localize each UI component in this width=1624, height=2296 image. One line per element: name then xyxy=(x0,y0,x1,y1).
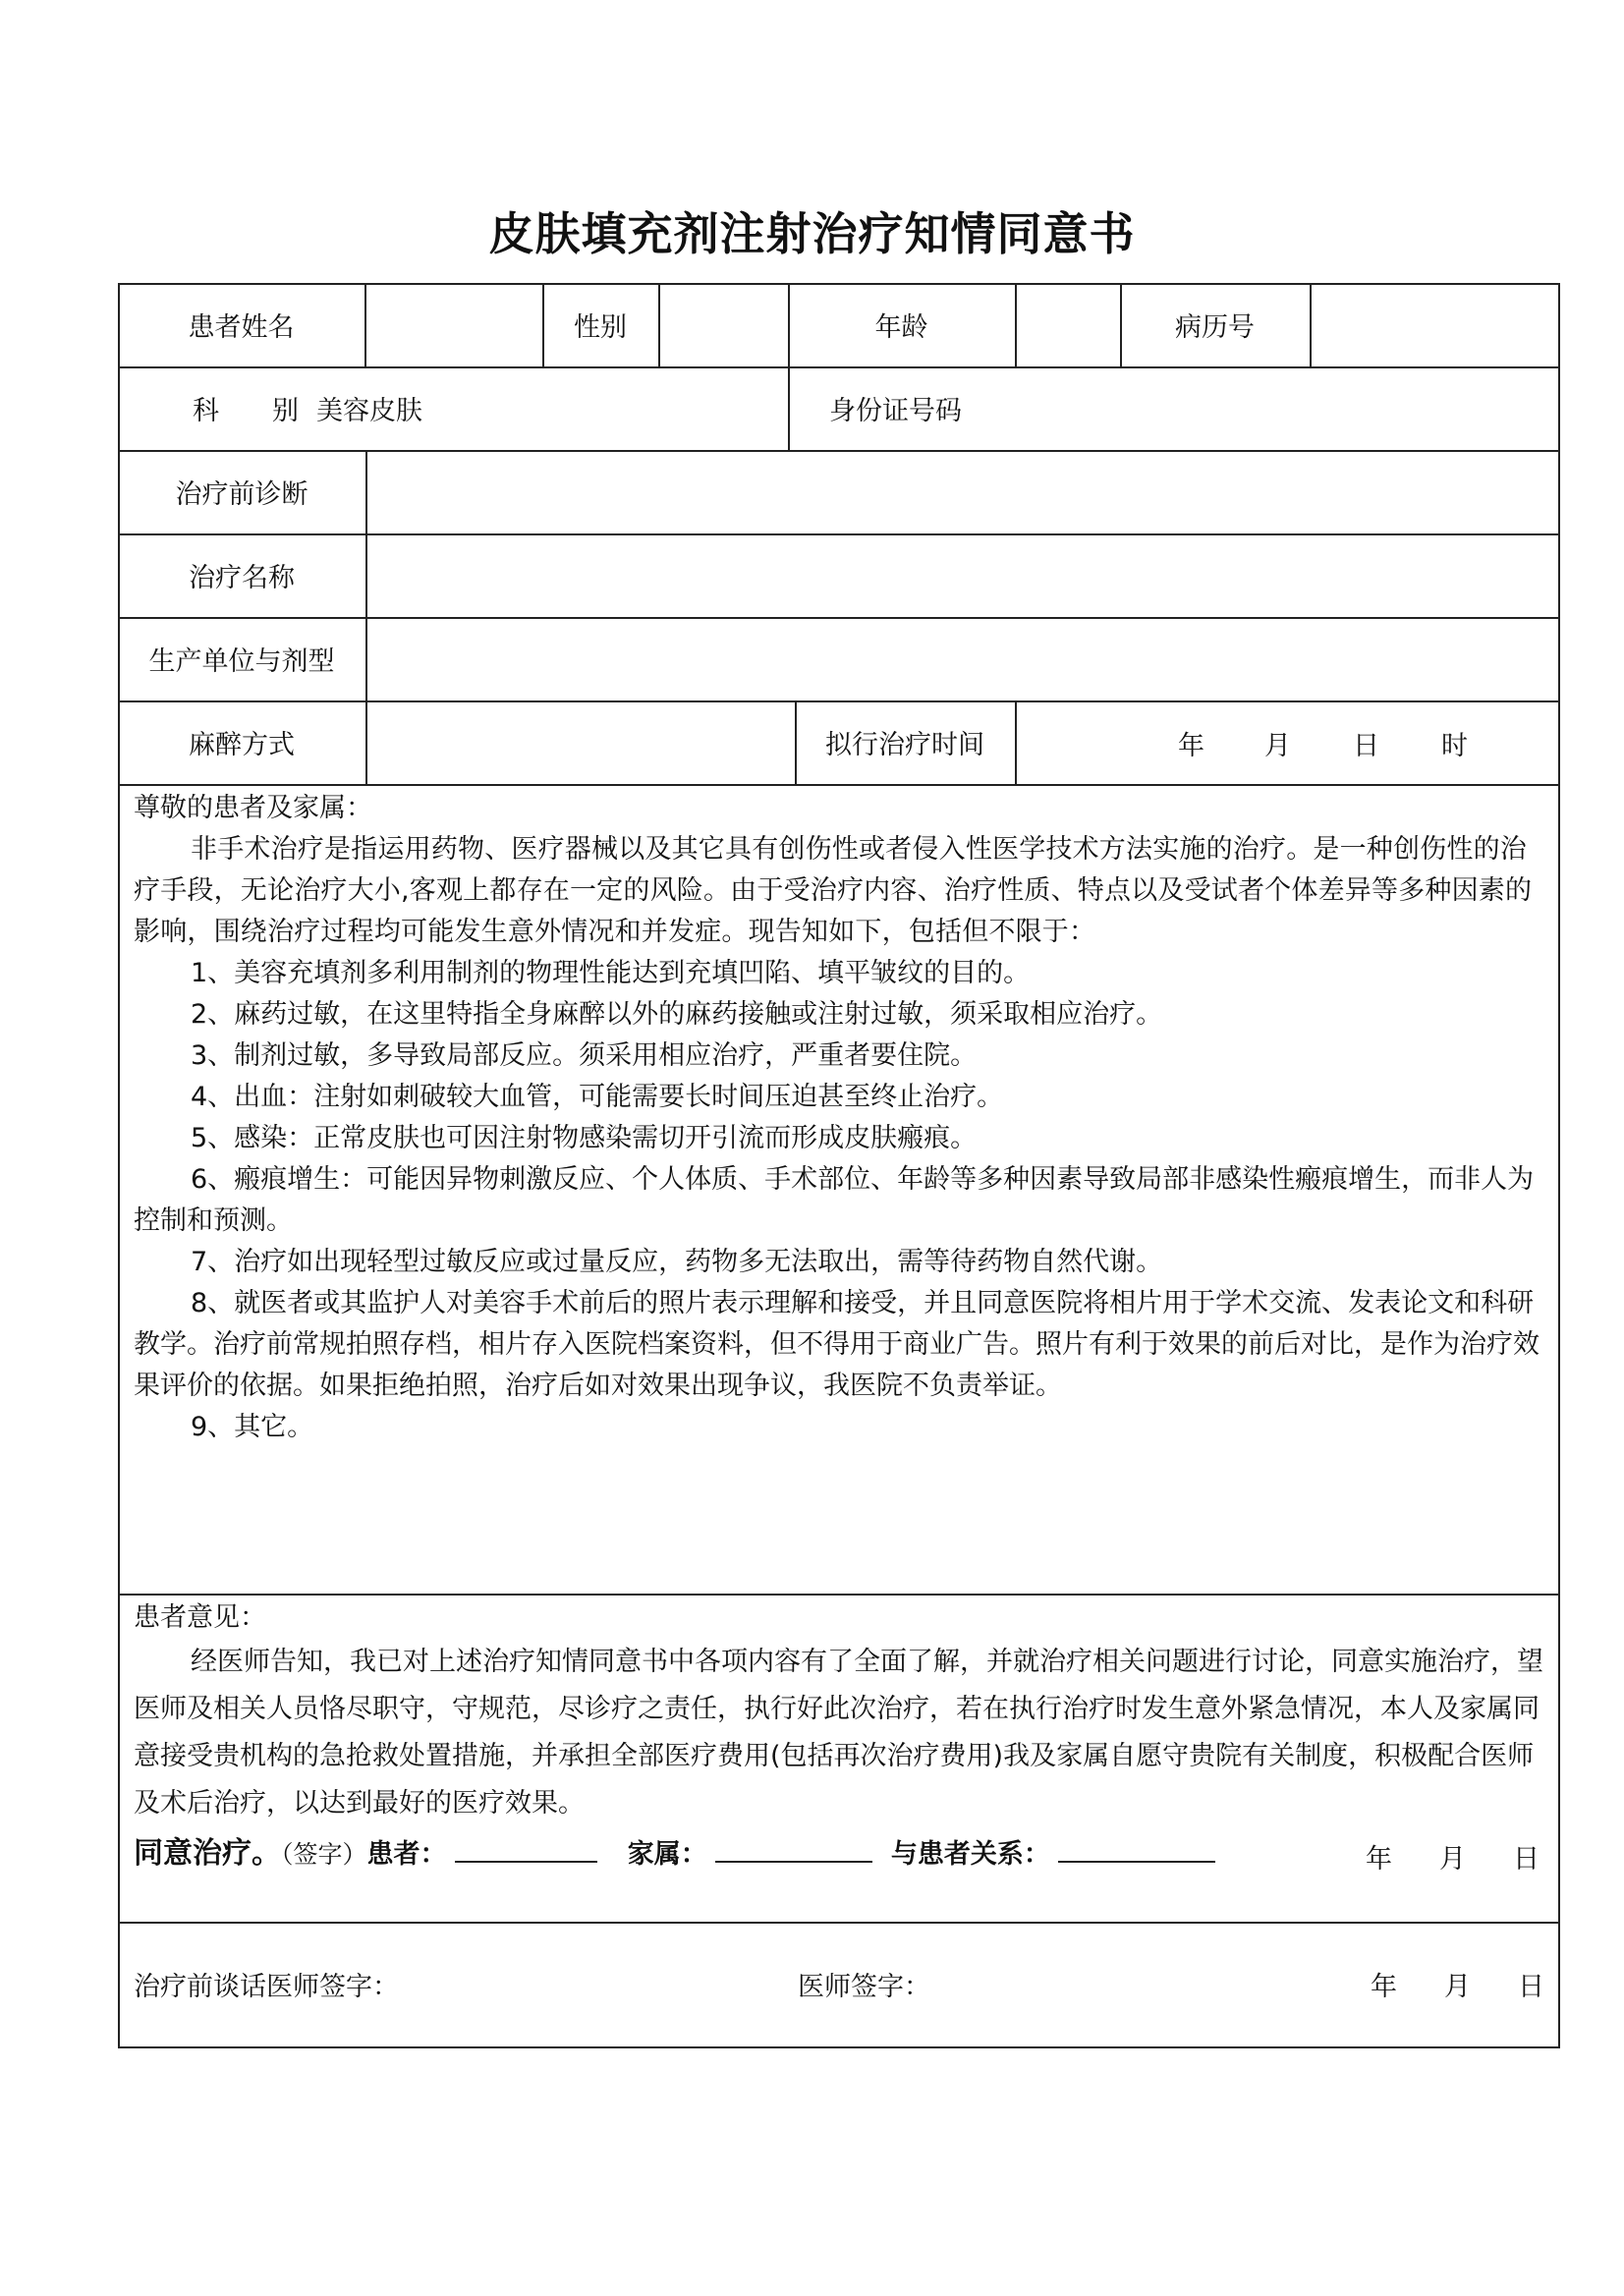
manufacturer-field[interactable] xyxy=(367,619,1558,700)
age-label: 年龄 xyxy=(874,312,928,343)
record-number-field[interactable] xyxy=(1312,285,1558,365)
notice-item: 4、出血：注射如刺破较大血管，可能需要长时间压迫甚至终止治疗。 xyxy=(191,1082,1004,1112)
gender-field[interactable] xyxy=(660,285,788,365)
notice-item: 2、麻药过敏，在这里特指全身麻醉以外的麻药接触或注射过敏，须采取相应治疗。 xyxy=(191,999,1163,1030)
id-number-cell xyxy=(788,366,1560,450)
treatment-name-label: 治疗名称 xyxy=(189,563,295,593)
department-label: 科 别 xyxy=(193,396,299,426)
agree-treatment-label: 同意治疗。 xyxy=(134,1836,281,1871)
patient-date-month[interactable]: 月 xyxy=(1439,1844,1466,1875)
department-value[interactable]: 美容皮肤 xyxy=(316,396,422,426)
patient-name-field[interactable] xyxy=(366,285,542,365)
pre-talk-doctor-signature-label: 治疗前谈话医师签字： xyxy=(134,1972,399,2002)
patient-signature-field[interactable] xyxy=(455,1833,597,1863)
notice-item: 7、治疗如出现轻型过敏反应或过量反应，药物多无法取出，需等待药物自然代谢。 xyxy=(191,1247,1163,1277)
document-title: 皮肤填充剂注射治疗知情同意书 xyxy=(488,207,1136,260)
planned-time-label: 拟行治疗时间 xyxy=(825,730,984,760)
doctor-signature-label: 医师签字： xyxy=(798,1972,930,2002)
month-unit: 月 xyxy=(1264,730,1291,761)
section-divider xyxy=(118,1594,1560,1596)
notice-item: 1、美容充填剂多利用制剂的物理性能达到充填凹陷、填平皱纹的目的。 xyxy=(191,958,1031,988)
anesthesia-field[interactable] xyxy=(367,702,795,783)
patient-sign-label: 患者： xyxy=(366,1839,447,1870)
age-field[interactable] xyxy=(1017,285,1120,365)
hour-unit: 时 xyxy=(1441,730,1468,761)
day-unit: 日 xyxy=(1353,730,1379,761)
department-cell xyxy=(118,366,788,450)
section-divider xyxy=(118,1922,1560,1924)
sign-hint: （签字） xyxy=(281,1840,367,1869)
family-signature-field[interactable] xyxy=(715,1833,872,1863)
row-divider xyxy=(118,784,1560,786)
id-number-label: 身份证号码 xyxy=(829,396,962,426)
notice-item: 6、瘢痕增生：可能因异物刺激反应、个人体质、手术部位、年龄等多种因素导致局部非感染性瘢痕增生，而非人为控制和预测。 xyxy=(134,1164,1535,1236)
doctor-date-month[interactable]: 月 xyxy=(1444,1972,1471,2002)
pre-diagnosis-label: 治疗前诊断 xyxy=(175,479,308,510)
patient-date-year[interactable]: 年 xyxy=(1366,1844,1392,1875)
patient-name-label: 患者姓名 xyxy=(188,312,295,343)
patient-date-day[interactable]: 日 xyxy=(1513,1844,1540,1875)
family-sign-label: 家属： xyxy=(627,1839,707,1870)
notice-item: 9、其它。 xyxy=(191,1412,314,1442)
relation-label: 与患者关系： xyxy=(890,1839,1050,1870)
year-unit: 年 xyxy=(1178,730,1204,761)
doctor-date-year[interactable]: 年 xyxy=(1371,1972,1397,2002)
manufacturer-label: 生产单位与剂型 xyxy=(148,646,335,677)
notice-intro: 非手术治疗是指运用药物、医疗器械以及其它具有创伤性或者侵入性医学技术方法实施的治疗。是一种创伤性的治疗手段，无论治疗大小,客观上都存在一定的风险。由于受治疗内容、治疗性质、特点以及受试者个体差异等多种因素的影响，围绕治疗过程均可能发生意外情况和并发症。现告知如下，包括但不限于： xyxy=(134,834,1533,947)
planned-time-field[interactable] xyxy=(1017,702,1558,783)
notice-greeting: 尊敬的患者及家属： xyxy=(134,793,372,823)
record-number-label: 病历号 xyxy=(1175,312,1255,343)
agreement-line xyxy=(134,1833,1548,1873)
treatment-name-field[interactable] xyxy=(367,535,1558,616)
patient-opinion-body: 经医师告知，我已对上述治疗知情同意书中各项内容有了全面了解，并就治疗相关问题进行讨论，同意实施治疗，望医师及相关人员恪尽职守，守规范，尽诊疗之责任，执行好此次治疗，若在执行治疗时发生意外紧急情况，本人及家属同意接受贵机构的急抢救处置措施，并承担全部医疗费用(包括再次治疗费用)我及家属自愿守贵院有关制度，积极配合医师及术后治疗，以达到最好的医疗效果。 xyxy=(134,1647,1543,1819)
relation-field[interactable] xyxy=(1058,1833,1215,1863)
anesthesia-label: 麻醉方式 xyxy=(189,730,295,760)
notice-item: 8、就医者或其监护人对美容手术前后的照片表示理解和接受，并且同意医院将相片用于学术交流、发表论文和科研教学。治疗前常规拍照存档，相片存入医院档案资料，但不得用于商业广告。照片有利于效果的前后对比，是作为治疗效果评价的依据。如果拒绝拍照，治疗后如对效果出现争议，我医院不负责举证。 xyxy=(134,1288,1540,1401)
doctor-date-day[interactable]: 日 xyxy=(1518,1972,1544,2002)
notice-item: 3、制剂过敏，多导致局部反应。须采用相应治疗，严重者要住院。 xyxy=(191,1040,978,1071)
pre-diagnosis-field[interactable] xyxy=(367,452,1558,532)
patient-opinion-heading: 患者意见： xyxy=(134,1602,266,1633)
gender-label: 性别 xyxy=(574,312,627,343)
notice-item: 5、感染：正常皮肤也可因注射物感染需切开引流而形成皮肤瘢痕。 xyxy=(191,1123,978,1153)
